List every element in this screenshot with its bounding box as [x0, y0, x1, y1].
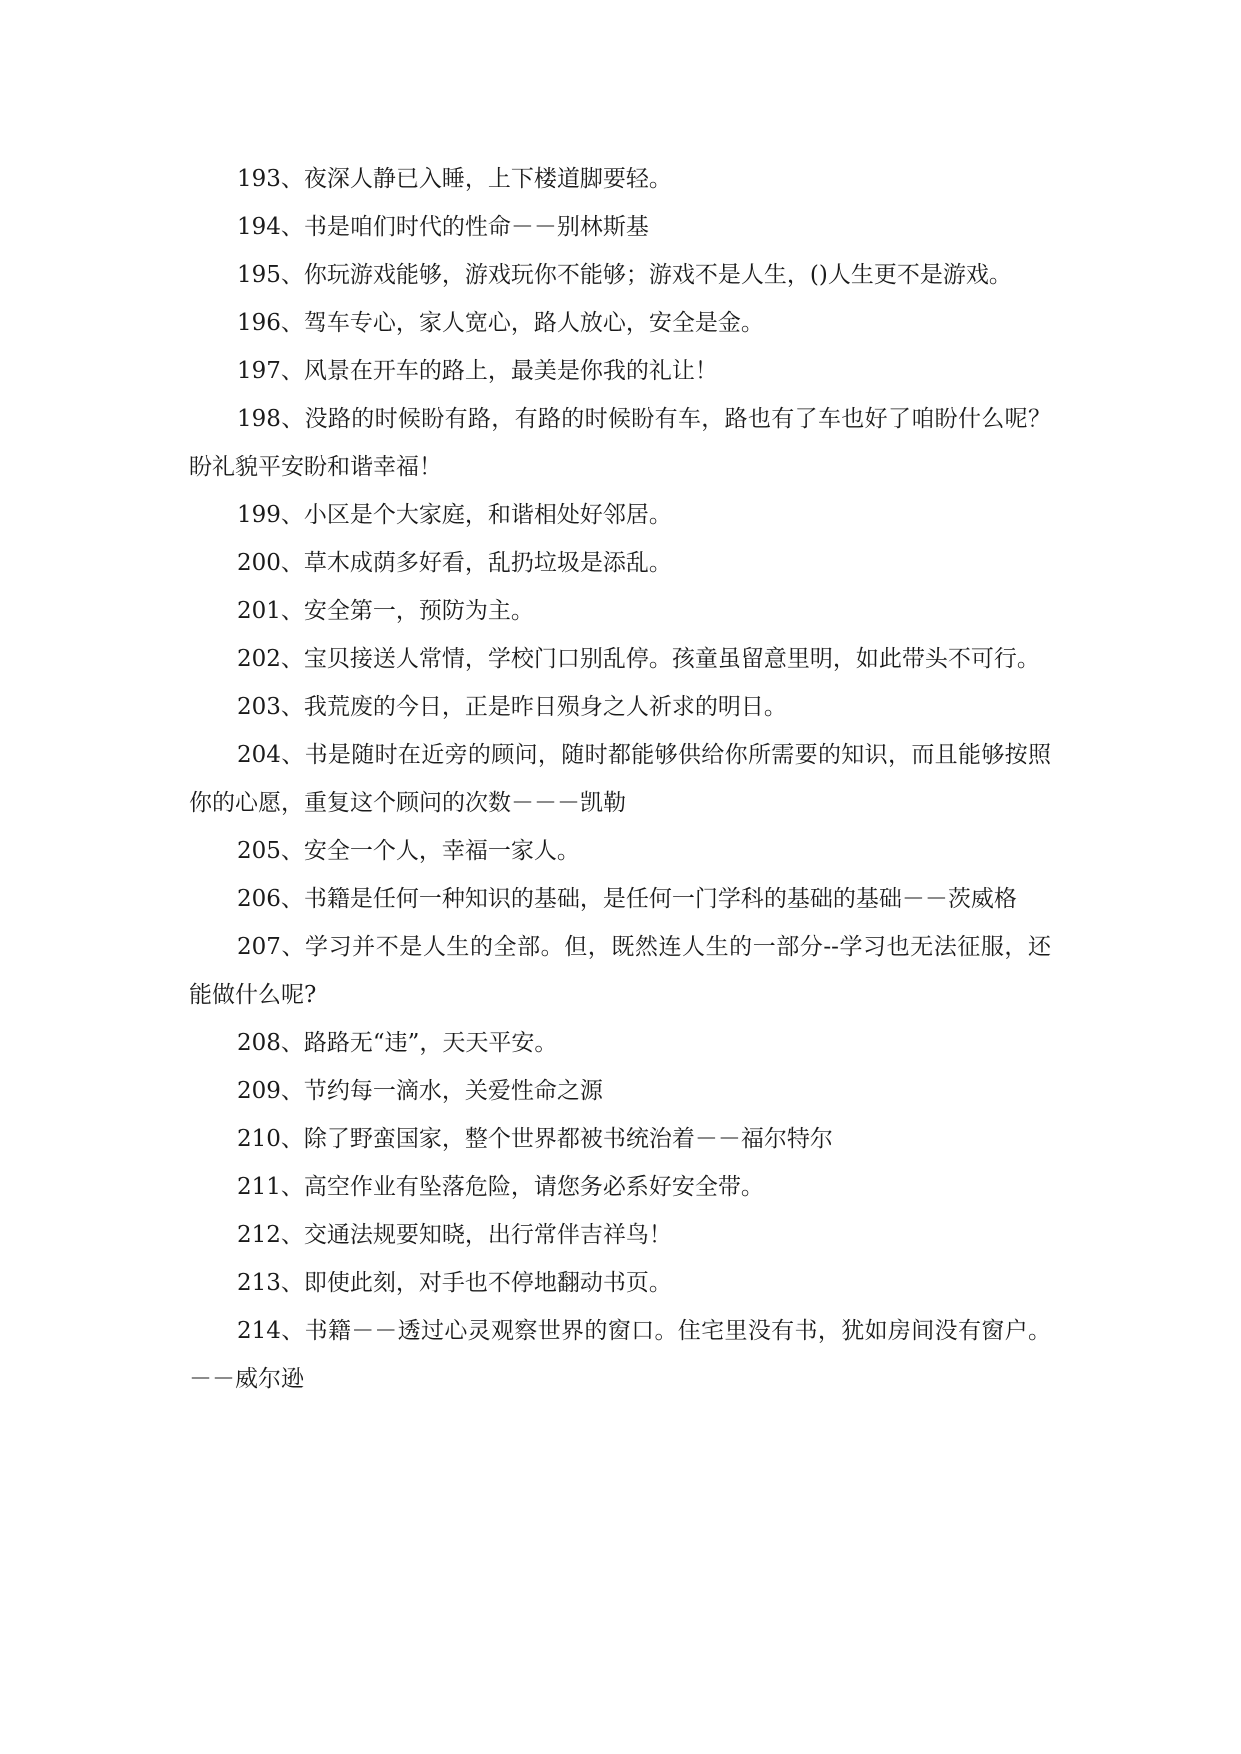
paragraph-208: 208、路路无“违”，天天平安。 [237, 1030, 558, 1056]
paragraph-205: 205、安全一个人，幸福一家人。 [237, 838, 580, 864]
paragraph-199: 199、小区是个大家庭，和谐相处好邻居。 [237, 502, 672, 528]
paragraph-211: 211、高空作业有坠落危险，请您务必系好安全带。 [237, 1174, 764, 1200]
paragraph-194: 194、书是咱们时代的性命－－别林斯基 [237, 214, 649, 240]
document-body [189, 155, 1051, 1403]
paragraph-214: 214、书籍－－透过心灵观察世界的窗口。住宅里没有书，犹如房间没有窗户。－－威尔逊 [189, 1318, 1051, 1392]
paragraph-212: 212、交通法规要知晓，出行常伴吉祥鸟！ [237, 1222, 672, 1248]
paragraph-197: 197、风景在开车的路上，最美是你我的礼让！ [237, 358, 718, 384]
paragraph-204: 204、书是随时在近旁的顾问，随时都能够供给你所需要的知识，而且能够按照你的心愿，重复这个顾问的次数－－－凯勒 [189, 742, 1051, 816]
paragraph-196: 196、驾车专心，家人宽心，路人放心，安全是金。 [237, 310, 764, 336]
paragraph-210: 210、除了野蛮国家，整个世界都被书统治着－－福尔特尔 [237, 1126, 833, 1152]
paragraph-200: 200、草木成荫多好看，乱扔垃圾是添乱。 [237, 550, 672, 576]
paragraph-193: 193、夜深人静已入睡，上下楼道脚要轻。 [237, 166, 672, 192]
paragraph-198: 198、没路的时候盼有路，有路的时候盼有车，路也有了车也好了咱盼什么呢？盼礼貌平安盼和谐幸福！ [189, 406, 1051, 480]
paragraph-203: 203、我荒废的今日，正是昨日殒身之人祈求的明日。 [237, 694, 787, 720]
paragraph-207: 207、学习并不是人生的全部。但，既然连人生的一部分--学习也无法征服，还能做什么呢? [189, 934, 1051, 1008]
paragraph-195: 195、你玩游戏能够，游戏玩你不能够；游戏不是人生，()人生更不是游戏。 [237, 262, 1012, 288]
paragraph-206: 206、书籍是任何一种知识的基础，是任何一门学科的基础的基础－－茨威格 [237, 886, 1017, 912]
paragraph-202: 202、宝贝接送人常情，学校门口别乱停。孩童虽留意里明，如此带头不可行。 [237, 646, 1040, 672]
paragraph-213: 213、即使此刻，对手也不停地翻动书页。 [237, 1270, 672, 1296]
paragraph-201: 201、安全第一，预防为主。 [237, 598, 534, 624]
paragraph-209: 209、节约每一滴水，关爱性命之源 [237, 1078, 603, 1104]
